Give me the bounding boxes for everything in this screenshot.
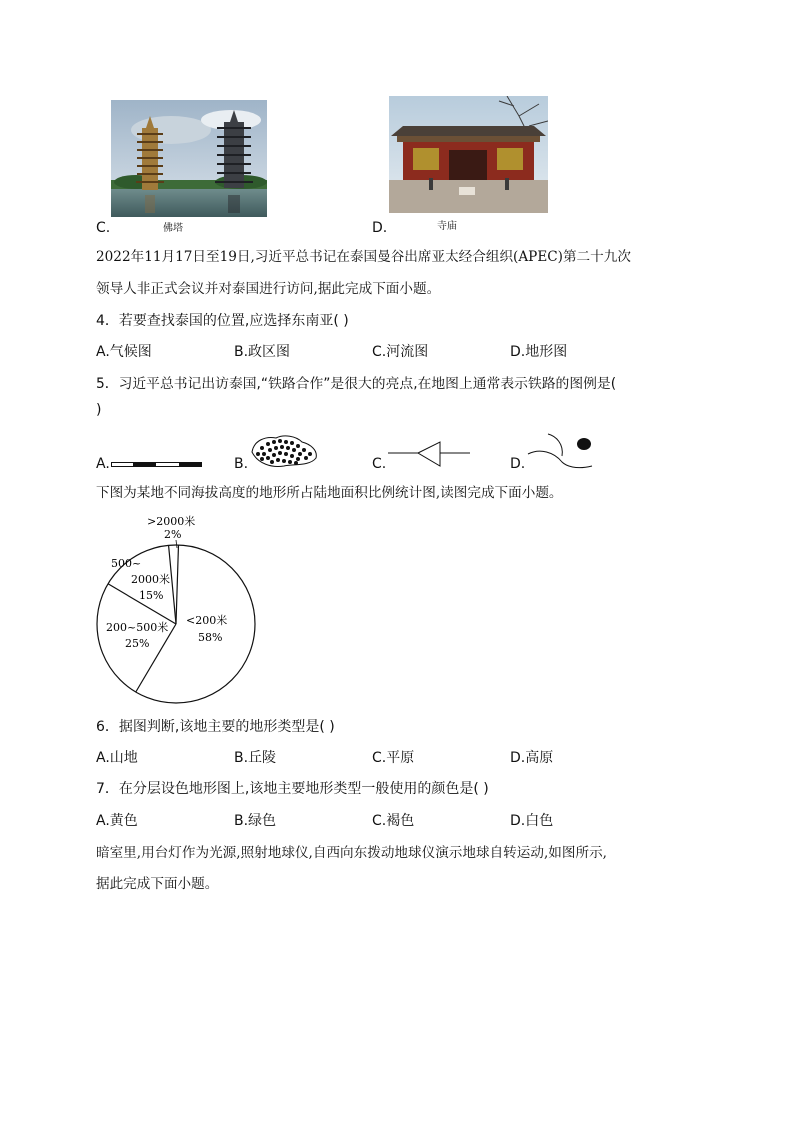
slice-label-200-500-range: 200~500米 bbox=[106, 621, 169, 634]
railway-symbol bbox=[111, 460, 203, 470]
question-6-option-d: D.高原 bbox=[510, 750, 554, 766]
question-5-option-c: C. bbox=[372, 456, 387, 472]
option-c-letter: C. bbox=[96, 220, 111, 236]
slice-label-lt200-pct: 58% bbox=[198, 631, 223, 644]
slice-label-gt2000-pct: 2% bbox=[164, 528, 182, 541]
question-7-option-b: B.绿色 bbox=[234, 813, 277, 829]
question-5-stem-line-2: ) bbox=[96, 402, 102, 418]
intro-paragraph-1-line-1: 2022年11月17日至19日,习近平总书记在泰国曼谷出席亚太经合组织(APEC)第二十九次 bbox=[96, 249, 631, 265]
slice-label-gt2000-range: >2000米 bbox=[147, 515, 196, 528]
slice-label-lt200-range: <200米 bbox=[186, 614, 228, 627]
slice-label-500-2000-range-a: 500~ bbox=[111, 557, 142, 570]
question-4-option-b: B.政区图 bbox=[234, 344, 291, 360]
question-6-option-c: C.平原 bbox=[372, 750, 415, 766]
question-4-option-c: C.河流图 bbox=[372, 344, 429, 360]
elevation-pie-chart bbox=[96, 508, 266, 704]
question-5-option-a: A. bbox=[96, 456, 110, 472]
question-4-option-a: A.气候图 bbox=[96, 344, 152, 360]
question-6-option-b: B.丘陵 bbox=[234, 750, 277, 766]
river-spring-symbol bbox=[526, 430, 596, 470]
option-d-caption: 寺庙 bbox=[437, 221, 457, 232]
slice-label-200-500-pct: 25% bbox=[125, 637, 150, 650]
question-4-option-d: D.地形图 bbox=[510, 344, 568, 360]
question-7-option-d: D.白色 bbox=[510, 813, 554, 829]
question-4-stem: 4．若要查找泰国的位置,应选择东南亚( ) bbox=[96, 313, 349, 329]
question-6-option-a: A.山地 bbox=[96, 750, 138, 766]
stone-area-symbol bbox=[248, 432, 320, 468]
slice-label-500-2000-pct: 15% bbox=[139, 589, 164, 602]
question-5-option-d: D. bbox=[510, 456, 526, 472]
question-7-option-c: C.褐色 bbox=[372, 813, 415, 829]
question-6-stem: 6．据图判断,该地主要的地形类型是( ) bbox=[96, 719, 335, 735]
intro-paragraph-3-line-2: 据此完成下面小题。 bbox=[96, 876, 219, 892]
intro-paragraph-2: 下图为某地不同海拔高度的地形所占陆地面积比例统计图,读图完成下面小题。 bbox=[96, 485, 563, 501]
option-d-letter: D. bbox=[372, 220, 388, 236]
question-7-stem: 7．在分层设色地形图上,该地主要地形类型一般使用的颜色是( ) bbox=[96, 781, 489, 797]
question-7-option-a: A.黄色 bbox=[96, 813, 138, 829]
option-d-image bbox=[389, 96, 548, 213]
option-c-image bbox=[111, 100, 267, 217]
question-5-stem-line-1: 5．习近平总书记出访泰国,“铁路合作”是很大的亮点,在地图上通常表示铁路的图例是( bbox=[96, 376, 617, 392]
slice-label-500-2000-range-b: 2000米 bbox=[131, 573, 170, 586]
intro-paragraph-3-line-1: 暗室里,用台灯作为光源,照射地球仪,自西向东拨动地球仪演示地球自转运动,如图所示, bbox=[96, 845, 607, 861]
question-5-option-b: B. bbox=[234, 456, 249, 472]
intro-paragraph-1-line-2: 领导人非正式会议并对泰国进行访问,据此完成下面小题。 bbox=[96, 281, 441, 297]
triangle-line-symbol bbox=[388, 440, 472, 470]
option-c-caption: 佛塔 bbox=[163, 223, 183, 234]
